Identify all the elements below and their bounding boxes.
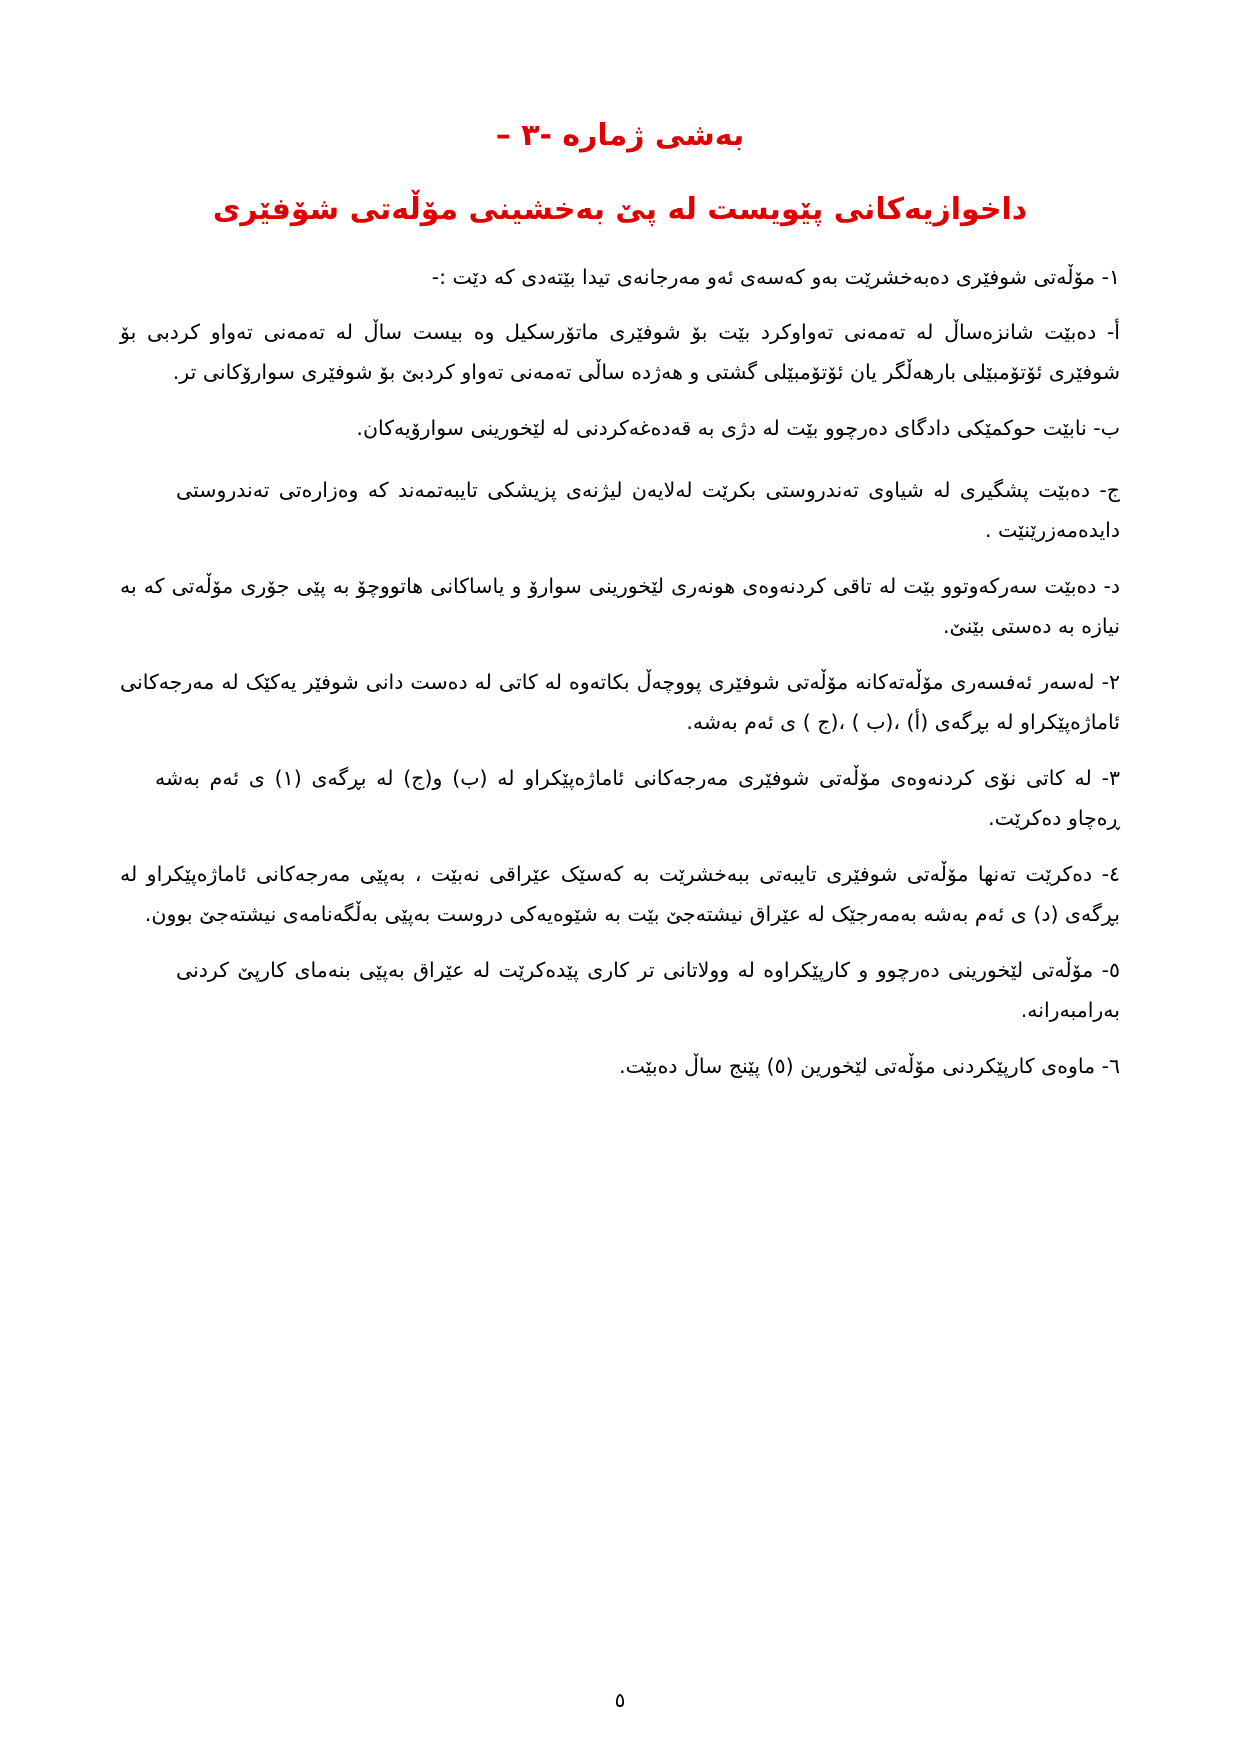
paragraph-3: ٣- لە کاتی نۆی کردنەوەی مۆڵەتی شوفێری مەرجەکانی ئاماژەپێکراو لە (ب) و(ج) لە بڕگەی (١) ی ئەم بەشە ڕەچاو دەکرێت. [155,766,1120,830]
paragraph-1d: د- دەبێت سەرکەوتوو بێت لە تاقی کردنەوەی هونەری لێخورینی سوارۆ و یاساکانی هاتووچۆ بە پێی جۆری مۆڵەتی کە بە نیازە بە دەستی بێنێ. [120,574,1120,638]
paragraph-5: ٥- مۆڵەتی لێخورینی دەرچوو و کارپێکراوە لە وولاتانی تر کاری پێدەکرێت لە عێراق بەپێی بنەمای کارپێ کردنی بەرامبەرانە. [176,958,1120,1022]
paragraph-6: ٦- ماوەی کارپێکردنی مۆڵەتی لێخورین (٥) پێنج ساڵ دەبێت. [619,1054,1120,1078]
section-title: بەشی ژمارە -٣ – [495,118,745,153]
paragraph-2: ٢- لەسەر ئەفسەری مۆڵەتەکانە مۆڵەتی شوفێری پووچەڵ بکاتەوە لە کاتی لە دەست دانی شوفێر یەکێک لە مەرجەکانی ئاماژەپێکراو لە بڕگەی (أ) ،(ب ) ،(ج ) ی ئەم بەشە. [120,670,1120,734]
page-number: ٥ [614,1688,626,1712]
section-subtitle: داخوازیەکانی پێویست لە پێ بەخشینی مۆڵەتی شۆفێری [212,192,1028,227]
paragraph-1: ١- مۆڵەتی شوفێری دەبەخشرێت بەو کەسەی ئەو مەرجانەی تیدا بێتەدی کە دێت :- [431,265,1120,289]
paragraph-4: ٤- دەکرێت تەنها مۆڵەتی شوفێری تایبەتی ببەخشرێت بە کەسێک عێراقی نەبێت ، بەپێی مەرجەکانی ئاماژەپێکراو لە بڕگەی (د) ی ئەم بەشە بەمەرجێک لە عێراق نیشتەجێ بێت بە شێوەیەکی دروست بەپێی بەڵگەنامەی نیشتەجێ بوون. [120,862,1120,926]
paragraph-1c: ج- دەبێت پشگیری لە شیاوی تەندروستی بکرێت لەلایەن لیژنەی پزیشکی تایبەتمەند کە وەزارەتی تەندروستی دایدەمەزرێنێت . [176,478,1120,542]
paragraph-1b: ب- نابێت حوکمێکی دادگای دەرچوو بێت لە دژی بە قەدەغەکردنی لە لێخورینی سوارۆیەکان. [356,416,1120,440]
paragraph-1a: أ- دەبێت شانزەساڵ لە تەمەنی تەواوکرد بێت بۆ شوفێری ماتۆرسکیل وە بیست ساڵ لە تەمەنی تەواو کردبی بۆ شوفێری ئۆتۆمبێلی بارهەڵگر یان ئۆتۆمبێلی گشتی و هەژدە ساڵی تەمەنی تەواو کردبێ بۆ شوفێری سوارۆکانی تر. [120,320,1120,384]
